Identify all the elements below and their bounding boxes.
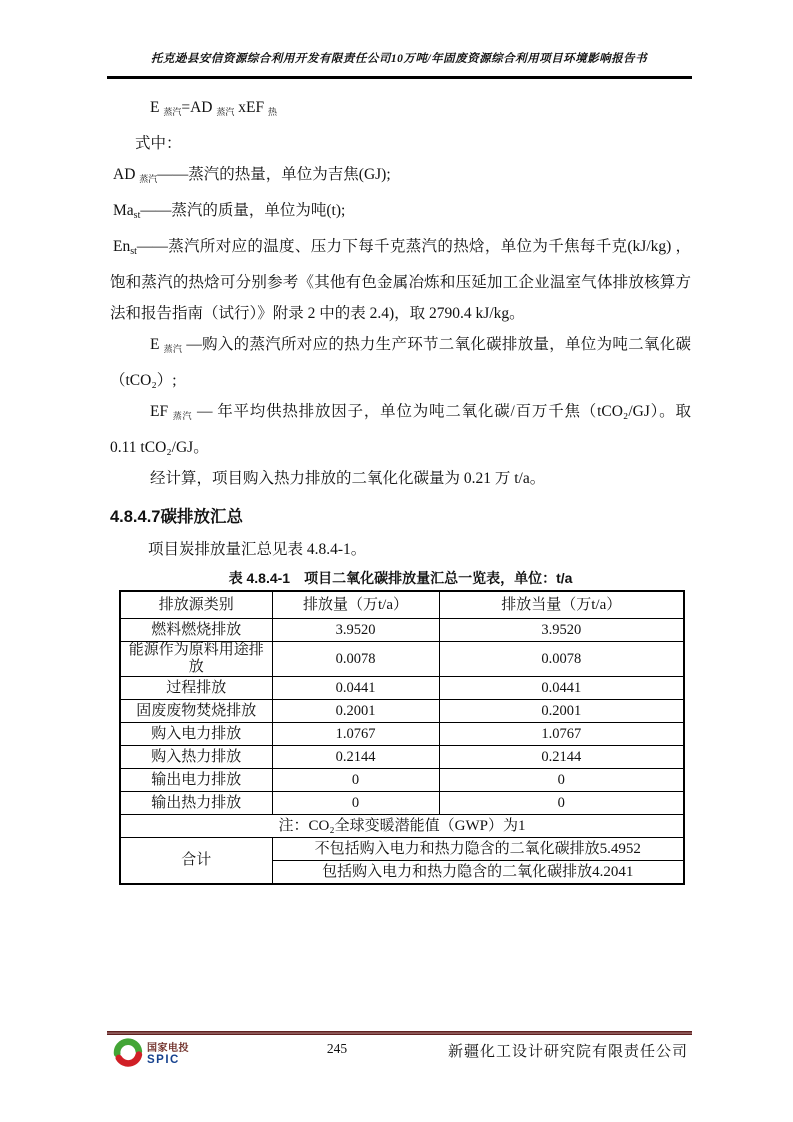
cell-amount: 0 — [272, 769, 439, 792]
ma-sub: st — [133, 210, 141, 221]
header-source: 排放源类别 — [120, 591, 272, 619]
cell-equivalent: 0.0078 — [439, 642, 684, 677]
e-steam-sub: 蒸汽 — [163, 344, 183, 354]
table-row — [120, 746, 684, 769]
spic-logo-text — [147, 1044, 189, 1067]
footer-divider — [107, 1031, 692, 1035]
ef-term: EF — [150, 403, 173, 420]
cell-source: 过程排放 — [120, 677, 272, 700]
formula-ef: xEF — [234, 99, 268, 116]
ad-sub: 蒸汽 — [139, 174, 158, 184]
cell-amount: 0.2144 — [272, 746, 439, 769]
header-amount: 排放量（万t/a） — [272, 591, 439, 619]
table-row — [120, 700, 684, 723]
cell-source: 购入热力排放 — [120, 746, 272, 769]
header-equivalent: 排放当量（万t/a） — [439, 591, 684, 619]
ma-text: ——蒸汽的质量，单位为吨(t); — [140, 202, 346, 219]
ef-sub: 蒸汽 — [172, 411, 193, 421]
cell-equivalent: 0 — [439, 792, 684, 815]
cell-equivalent: 0.2001 — [439, 700, 684, 723]
table-total-row — [120, 838, 684, 861]
section-heading: 4.8.4.7碳排放汇总 — [110, 508, 243, 526]
en-sub: st — [130, 246, 137, 257]
en-text: ——蒸汽所对应的温度、压力下每千克蒸汽的热焓，单位为千焦每千克(kJ/kg) ，饱和蒸汽的热焓可分别参考《其他有色金属冶炼和压延加工企业温室气体排放核算方法和报告指南（试行）》附录 2 中的表 2.4)，取 2790.4 kJ/kg。 — [110, 238, 691, 322]
note-cell: 注：CO₂全球变暖潜能值（GWP）为1 — [120, 815, 684, 838]
cell-amount: 0.0441 — [272, 677, 439, 700]
e-steam-text: —购入的蒸汽所对应的热力生产环节二氧化碳排放量，单位为吨二氧化碳（tCO₂）; — [110, 336, 691, 389]
table-row — [120, 619, 684, 642]
total-including-cell: 包括购入电力和热力隐含的二氧化碳排放4.2041 — [272, 861, 684, 885]
header-title: 托克逊县安信资源综合利用开发有限责任公司10万吨/年固废资源综合利用项目环境影响报告书 — [150, 53, 648, 65]
cell-equivalent: 1.0767 — [439, 723, 684, 746]
spic-logo-text-en: SPIC — [147, 1054, 180, 1067]
ad-text: ——蒸汽的热量，单位为吉焦(GJ); — [157, 166, 391, 183]
cell-amount: 0.2001 — [272, 700, 439, 723]
ef-text: — 年平均供热排放因子，单位为吨二氧化碳/百万千焦（tCO₂/GJ）。取 0.11 tCO₂/GJ。 — [110, 403, 691, 456]
e-steam-definition-paragraph — [110, 329, 691, 396]
spic-logo-text-cn: 国家电投 — [147, 1043, 189, 1055]
ef-definition-paragraph — [110, 396, 691, 463]
spic-swirl-icon — [113, 1038, 143, 1073]
cell-amount: 1.0767 — [272, 723, 439, 746]
en-term: En — [113, 238, 131, 255]
table-row — [120, 792, 684, 815]
formula-sub-heat: 热 — [267, 107, 277, 117]
ad-definition-line — [110, 159, 691, 195]
formula-e: E — [150, 99, 164, 116]
cell-source: 燃料燃烧排放 — [120, 619, 272, 642]
table-row — [120, 642, 684, 677]
cell-source: 购入电力排放 — [120, 723, 272, 746]
table-note-row — [120, 815, 684, 838]
formula-ad: =AD — [181, 99, 217, 116]
table-intro-line: 项目炭排放量汇总见表 4.8.4-1。 — [148, 541, 367, 558]
cell-source: 输出热力排放 — [120, 792, 272, 815]
table-caption: 表 4.8.4-1 项目二氧化碳排放量汇总一览表，单位：t/a — [228, 570, 573, 586]
cell-amount: 0 — [272, 792, 439, 815]
ad-term: AD — [113, 166, 140, 183]
cell-equivalent: 3.9520 — [439, 619, 684, 642]
cell-amount: 0.0078 — [272, 642, 439, 677]
page-number: 245 — [326, 1041, 348, 1056]
cell-equivalent: 0.2144 — [439, 746, 684, 769]
total-excluding-cell: 不包括购入电力和热力隐含的二氧化碳排放5.4952 — [272, 838, 684, 861]
body-text — [110, 92, 691, 885]
spic-logo — [113, 1038, 189, 1073]
e-steam-term: E — [150, 336, 164, 353]
cell-source: 能源作为原料用途排放 — [120, 642, 272, 677]
formula-line — [110, 92, 691, 128]
cell-equivalent: 0 — [439, 769, 684, 792]
cell-source: 输出电力排放 — [120, 769, 272, 792]
ma-term: Ma — [113, 202, 134, 219]
calculation-result-line: 经计算，项目购入热力排放的二氧化化碳量为 0.21 万 t/a。 — [150, 470, 546, 487]
table-row — [120, 677, 684, 700]
ma-definition-line — [110, 195, 691, 231]
cell-amount: 3.9520 — [272, 619, 439, 642]
formula-sub-steam: 蒸汽 — [163, 107, 182, 117]
en-definition-paragraph — [110, 231, 691, 329]
cell-equivalent: 0.0441 — [439, 677, 684, 700]
footer-company-name: 新疆化工设计研究院有限责任公司 — [447, 1044, 688, 1060]
where-line: 式中： — [135, 135, 182, 152]
table-row — [120, 723, 684, 746]
table-header-row — [120, 591, 684, 619]
cell-source: 固废废物焚烧排放 — [120, 700, 272, 723]
header-divider — [107, 76, 692, 79]
emission-summary-table — [119, 590, 685, 885]
total-label-cell: 合计 — [120, 838, 272, 885]
table-row — [120, 769, 684, 792]
formula-sub-steam2: 蒸汽 — [216, 107, 235, 117]
